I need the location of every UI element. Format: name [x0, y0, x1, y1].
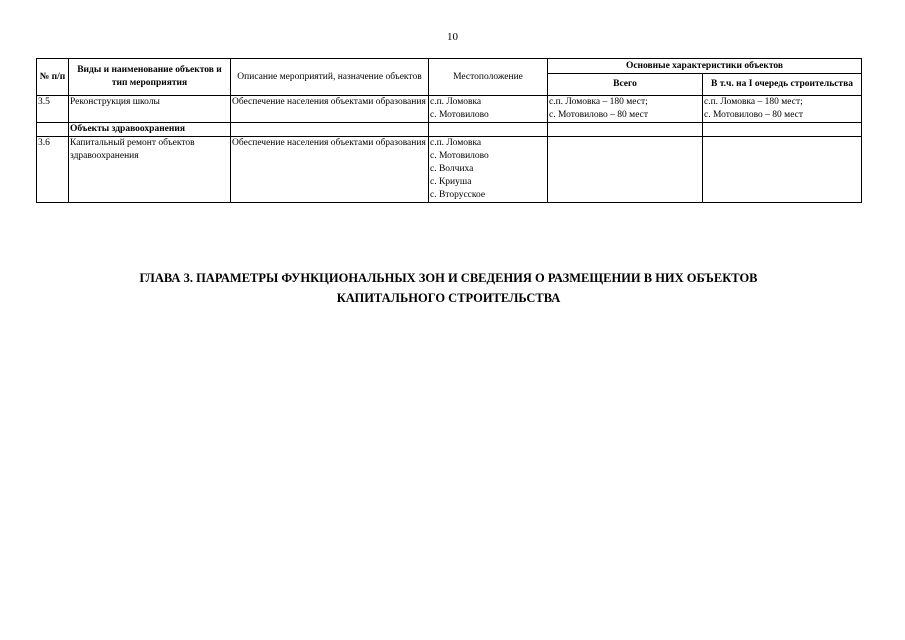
row-location	[429, 137, 548, 203]
header-total: Всего	[548, 74, 703, 96]
row-kind: Капитальный ремонт объектов здравоохранения	[69, 137, 231, 203]
section-title: Объекты здравоохранения	[69, 123, 231, 137]
header-num: № п/п	[37, 59, 69, 96]
row-first-stage	[703, 96, 862, 123]
location-line: с.п. Ломовка	[430, 138, 482, 148]
header-first-stage: В т.ч. на I очередь строительства	[703, 74, 862, 96]
header-location: Местоположение	[429, 59, 548, 96]
chapter-title	[36, 268, 861, 308]
chapter-title-line: ГЛАВА 3. ПАРАМЕТРЫ ФУНКЦИОНАЛЬНЫХ ЗОН И СВЕДЕНИЯ О РАЗМЕЩЕНИИ В НИХ ОБЪЕКТОВ	[139, 271, 758, 285]
location-line: с. Криуша	[430, 177, 472, 187]
row-kind: Реконструкция школы	[69, 96, 231, 123]
objects-table	[36, 58, 862, 203]
row-description: Обеспечение населения объектами образования	[231, 137, 429, 203]
table-row	[37, 96, 862, 123]
row-num: 3.6	[37, 137, 69, 203]
total-line: с. Мотовилово – 80 мест	[549, 110, 649, 120]
first-stage-line: с. Мотовилово – 80 мест	[704, 110, 804, 120]
row-total	[548, 96, 703, 123]
row-location	[429, 96, 548, 123]
location-line: с. Мотовилово	[430, 110, 489, 120]
location-line: с. Мотовилово	[430, 151, 489, 161]
first-stage-line: с.п. Ломовка – 180 мест;	[704, 97, 803, 107]
row-description: Обеспечение населения объектами образования	[231, 96, 429, 123]
table-section-row	[37, 123, 862, 137]
row-first-stage	[703, 137, 862, 203]
header-main-characteristics: Основные характеристики объектов	[548, 59, 862, 74]
header-description: Описание мероприятий, назначение объектов	[231, 59, 429, 96]
total-line: с.п. Ломовка – 180 мест;	[549, 97, 648, 107]
row-total	[548, 137, 703, 203]
table-header-row	[37, 59, 862, 74]
header-kinds: Виды и наименование объектов и тип мероприятия	[69, 59, 231, 96]
row-num: 3.5	[37, 96, 69, 123]
location-line: с. Вторусское	[430, 190, 486, 200]
page-number: 10	[447, 31, 458, 43]
location-line: с. Волчиха	[430, 164, 474, 174]
chapter-title-line: КАПИТАЛЬНОГО СТРОИТЕЛЬСТВА	[336, 291, 561, 305]
location-line: с.п. Ломовка	[430, 97, 482, 107]
table-row	[37, 137, 862, 203]
